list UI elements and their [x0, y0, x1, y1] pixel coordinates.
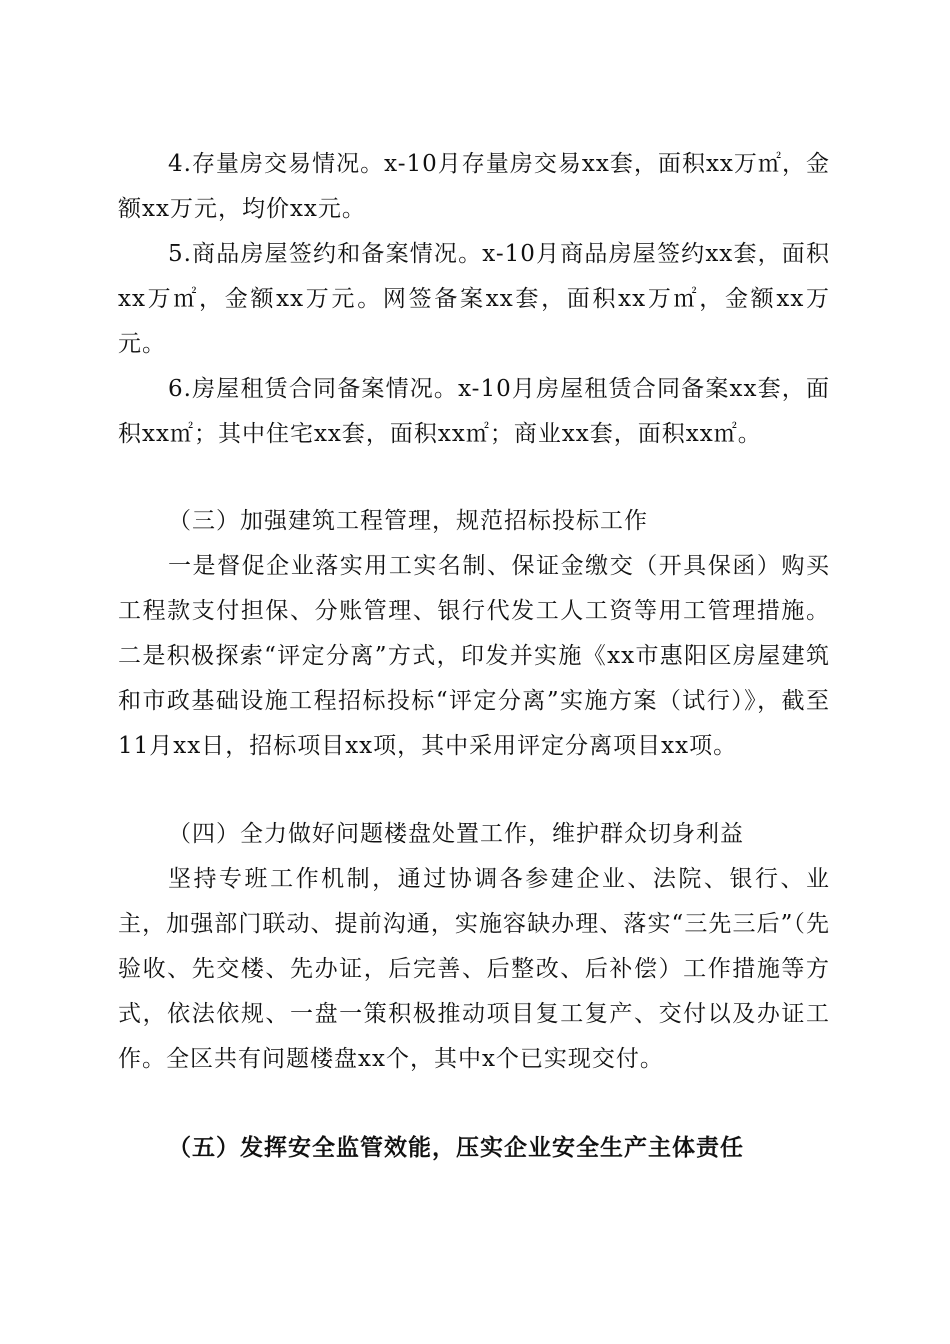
paragraph-commercial-housing-contracts: 5.商品房屋签约和备案情况。x-10月商品房屋签约xx套，面积xx万㎡，金额xx万元。网签备案xx套，面积xx万㎡，金额xx万元。	[118, 241, 830, 357]
section-heading-three: （三）加强建筑工程管理，规范招标投标工作	[168, 508, 648, 534]
section-heading-four: （四）全力做好问题楼盘处置工作，维护群众切身利益	[168, 821, 744, 847]
paragraph-construction-management: 一是督促企业落实用工实名制、保证金缴交（开具保函）购买工程款支付担保、分账管理、银行代发工人工资等用工管理措施。二是积极探索“评定分离”方式，印发并实施《xx市惠阳区房屋建筑和市政基础设施工程招标投标“评定分离”实施方案（试行）》，截至11月xx日，招标项目xx项，其中采用评定分离项目xx项。	[118, 553, 830, 759]
section-heading-five: （五）发挥安全监管效能，压实企业安全生产主体责任	[168, 1135, 744, 1161]
paragraph-problem-properties: 坚持专班工作机制，通过协调各参建企业、法院、银行、业主，加强部门联动、提前沟通，实施容缺办理、落实“三先三后”（先验收、先交楼、先办证，后完善、后整改、后补偿）工作措施等方式，依法依规、一盘一策积极推动项目复工复产、交付以及办证工作。全区共有问题楼盘xx个，其中x个已实现交付。	[118, 866, 830, 1072]
paragraph-rental-contract-filing: 6.房屋租赁合同备案情况。x-10月房屋租赁合同备案xx套，面积xx㎡；其中住宅xx套，面积xx㎡；商业xx套，面积xx㎡。	[118, 376, 830, 447]
paragraph-existing-housing-transactions: 4.存量房交易情况。x-10月存量房交易xx套，面积xx万㎡，金额xx万元，均价xx元。	[118, 151, 830, 222]
